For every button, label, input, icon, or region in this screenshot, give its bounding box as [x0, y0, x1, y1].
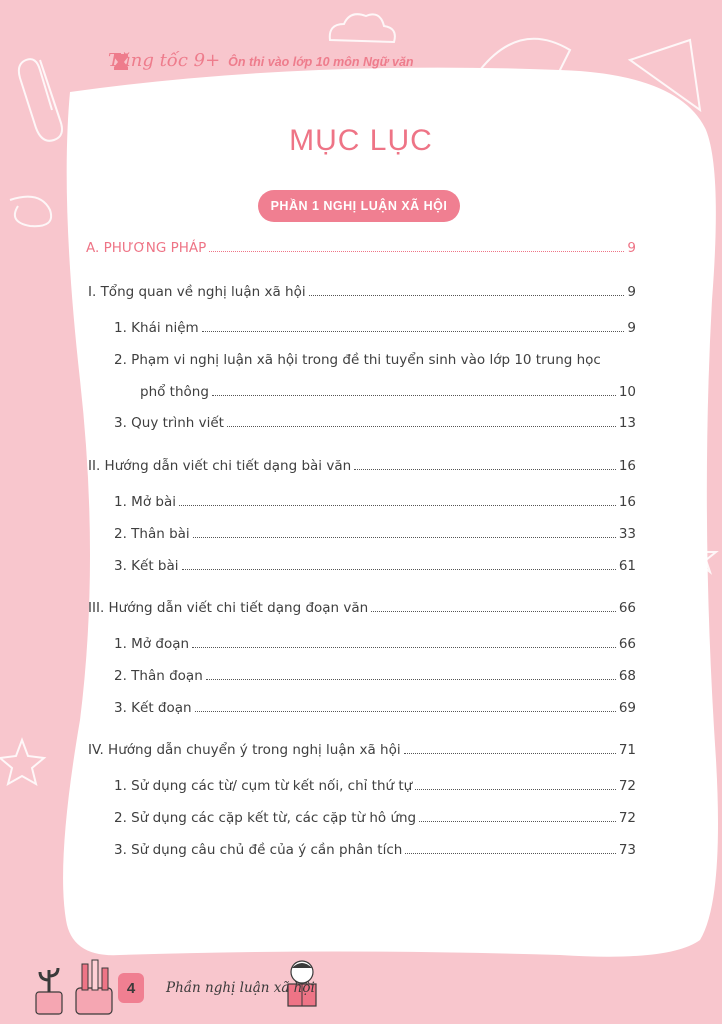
toc-label: phổ thông	[140, 384, 209, 400]
page-title: MỤC LỤC	[289, 124, 433, 157]
toc-leader	[192, 647, 616, 648]
toc-page: 9	[627, 284, 636, 300]
toc-entry-iv3[interactable]	[114, 838, 636, 858]
toc-leader	[354, 469, 616, 470]
toc-label: 1. Mở đoạn	[114, 636, 190, 652]
toc-label: 1. Sử dụng các từ/ cụm từ kết nối, chỉ thứ tự	[114, 778, 413, 794]
toc-page: 16	[618, 494, 636, 510]
toc-entry-iii2[interactable]	[114, 664, 636, 684]
toc-entry-a[interactable]	[86, 236, 636, 256]
part-label: PHẦN 1 NGHỊ LUẬN XÃ HỘI	[258, 190, 460, 222]
toc-entry-ii[interactable]	[88, 454, 636, 474]
toc-leader	[309, 295, 625, 296]
toc-leader	[405, 853, 616, 854]
toc-leader	[206, 679, 616, 680]
toc-label: 2. Thân đoạn	[114, 668, 203, 684]
toc-label: 3. Quy trình viết	[114, 415, 224, 431]
toc-label: 2. Phạm vi nghị luận xã hội trong đề thi tuyển sinh vào lớp 10 trung học	[114, 352, 601, 368]
toc-entry-i[interactable]	[88, 280, 636, 300]
toc-page: 66	[618, 636, 636, 652]
toc-entry-iv2[interactable]	[114, 806, 636, 826]
toc-page: 9	[627, 240, 636, 256]
toc-page: 10	[618, 384, 636, 400]
toc-entry-iii[interactable]	[88, 596, 636, 616]
toc-leader	[209, 251, 624, 252]
footer-section-title: Phần nghị luận xã hội	[166, 980, 315, 996]
toc-entry-ii1[interactable]	[114, 490, 636, 510]
toc-leader	[182, 569, 616, 570]
toc-label: A. PHƯƠNG PHÁP	[86, 240, 207, 256]
toc-leader	[193, 537, 616, 538]
toc-entry-i2-line2[interactable]	[140, 380, 636, 400]
toc-page: 9	[627, 320, 636, 336]
toc-label: III. Hướng dẫn viết chi tiết dạng đoạn văn	[88, 600, 369, 616]
toc-label: 2. Sử dụng các cặp kết từ, các cặp từ hô ứng	[114, 810, 417, 826]
toc-label: II. Hướng dẫn viết chi tiết dạng bài văn	[88, 458, 352, 474]
toc-leader	[195, 711, 616, 712]
toc-entry-i1[interactable]	[114, 316, 636, 336]
toc-page: 66	[618, 600, 636, 616]
toc-entry-ii2[interactable]	[114, 522, 636, 542]
toc-leader	[415, 789, 616, 790]
toc-label: IV. Hướng dẫn chuyển ý trong nghị luận xã hội	[88, 742, 401, 758]
toc-entry-ii3[interactable]	[114, 554, 636, 574]
toc-leader	[179, 505, 616, 506]
toc-entry-iii1[interactable]	[114, 632, 636, 652]
toc-page: 69	[618, 700, 636, 716]
toc-leader	[371, 611, 616, 612]
toc-label: 1. Mở bài	[114, 494, 176, 510]
header-subtitle: Ôn thi vào lớp 10 môn Ngữ văn	[228, 55, 414, 69]
toc-page: 73	[618, 842, 636, 858]
toc-entry-i3[interactable]	[114, 411, 636, 431]
toc-leader	[227, 426, 616, 427]
brand-title: Tăng tốc 9+	[108, 50, 221, 71]
toc-page: 72	[618, 810, 636, 826]
toc-leader	[202, 331, 625, 332]
toc-label: 1. Khái niệm	[114, 320, 199, 336]
toc-entry-iii3[interactable]	[114, 696, 636, 716]
toc-leader	[212, 395, 616, 396]
toc-label: 2. Thân bài	[114, 526, 190, 542]
toc-page: 13	[618, 415, 636, 431]
toc-entry-iv[interactable]	[88, 738, 636, 758]
toc-entry-i2-line1[interactable]	[114, 348, 636, 368]
toc-label: I. Tổng quan về nghị luận xã hội	[88, 284, 306, 300]
toc-label: 3. Kết đoạn	[114, 700, 192, 716]
toc-entry-iv1[interactable]	[114, 774, 636, 794]
toc-page: 71	[618, 742, 636, 758]
toc-page: 68	[618, 668, 636, 684]
toc-label: 3. Kết bài	[114, 558, 179, 574]
toc-leader	[419, 821, 616, 822]
page-number: 4	[118, 973, 144, 1003]
toc-label: 3. Sử dụng câu chủ đề của ý cần phân tích	[114, 842, 403, 858]
toc-page: 72	[618, 778, 636, 794]
toc-leader	[404, 753, 616, 754]
toc-page: 61	[618, 558, 636, 574]
toc-page: 33	[618, 526, 636, 542]
toc-page: 16	[618, 458, 636, 474]
